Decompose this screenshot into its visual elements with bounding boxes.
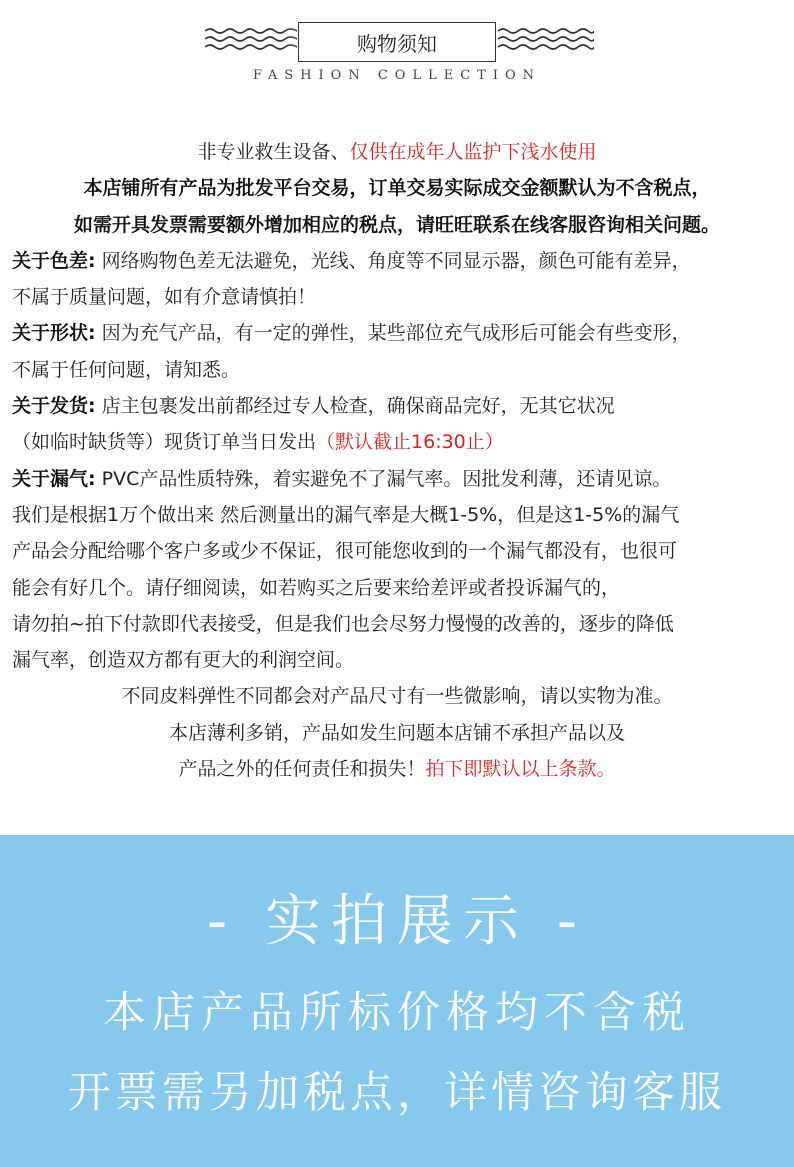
- page-title: 购物须知: [298, 22, 496, 62]
- leak-notice-6: 漏气率，创造双方都有更大的利润空间。: [12, 649, 355, 672]
- safety-notice: 非专业救生设备、仅供在成年人监护下浅水使用: [197, 141, 597, 163]
- banner-title: - 实拍展示 -: [206, 889, 587, 954]
- shipping-notice-cont: （如临时缺货等）现货订单当日发出（默认截止16:30止）: [12, 431, 504, 454]
- leak-notice-2: 我们是根据1万个做出来 然后测量出的漏气率是大概1-5%，但是这1-5%的漏气: [12, 503, 680, 526]
- closing-notice-2: 本店薄利多销，产品如发生问题本店铺不承担产品以及: [168, 721, 625, 744]
- tax-notice-1: 本店铺所有产品为批发平台交易，订单交易实际成交金额默认为不含税点，: [83, 177, 711, 200]
- leak-notice: 关于漏气: PVC产品性质特殊，着实避免不了漏气率。因批发利薄，还请见谅。: [12, 467, 672, 490]
- leak-notice-5: 请勿拍~拍下付款即代表接受，但是我们也会尽努力慢慢的改善的，逐步的降低: [12, 612, 674, 635]
- notice-content: [0, 134, 794, 787]
- banner-price-note: 本店产品所标价格均不含税: [103, 988, 691, 1038]
- leak-notice-4: 能会有好几个。请仔细阅读，如若购买之后要来给差评或者投诉漏气的，: [12, 576, 621, 599]
- leak-notice-3: 产品会分配给哪个客户多或少不保证，很可能您收到的一个漏气都没有，也很可: [12, 540, 678, 563]
- photo-showcase-banner: [0, 835, 794, 1167]
- closing-notice-1: 不同皮料弹性不同都会对产品尺寸有一些微影响，请以实物为准。: [121, 685, 673, 708]
- banner-invoice-note: 开票需另加税点，详情咨询客服: [68, 1068, 726, 1118]
- header: [0, 0, 794, 110]
- left-wave-ornament-icon: [205, 26, 297, 56]
- page-subtitle: FASHION COLLECTION: [253, 68, 541, 83]
- tax-notice-2: 如需开具发票需要额外增加相应的税点，请旺旺联系在线客服咨询相关问题。: [73, 213, 720, 236]
- color-notice-cont: 不属于质量问题，如有介意请慎拍！: [12, 286, 317, 309]
- shape-notice: 关于形状: 因为充气产品，有一定的弹性，某些部位充气成形后可能会有些变形，: [12, 322, 691, 345]
- right-wave-ornament-icon: [498, 26, 594, 56]
- closing-notice-3: 产品之外的任何责任和损失！拍下即默认以上条款。: [178, 758, 616, 781]
- shape-notice-cont: 不属于任何问题，请知悉。: [12, 358, 241, 381]
- shipping-notice: 关于发货: 店主包裹发出前都经过专人检查，确保商品完好，无其它状况: [12, 395, 615, 418]
- color-notice: 关于色差: 网络购物色差无法避免，光线、角度等不同显示器，颜色可能有差异，: [12, 249, 691, 272]
